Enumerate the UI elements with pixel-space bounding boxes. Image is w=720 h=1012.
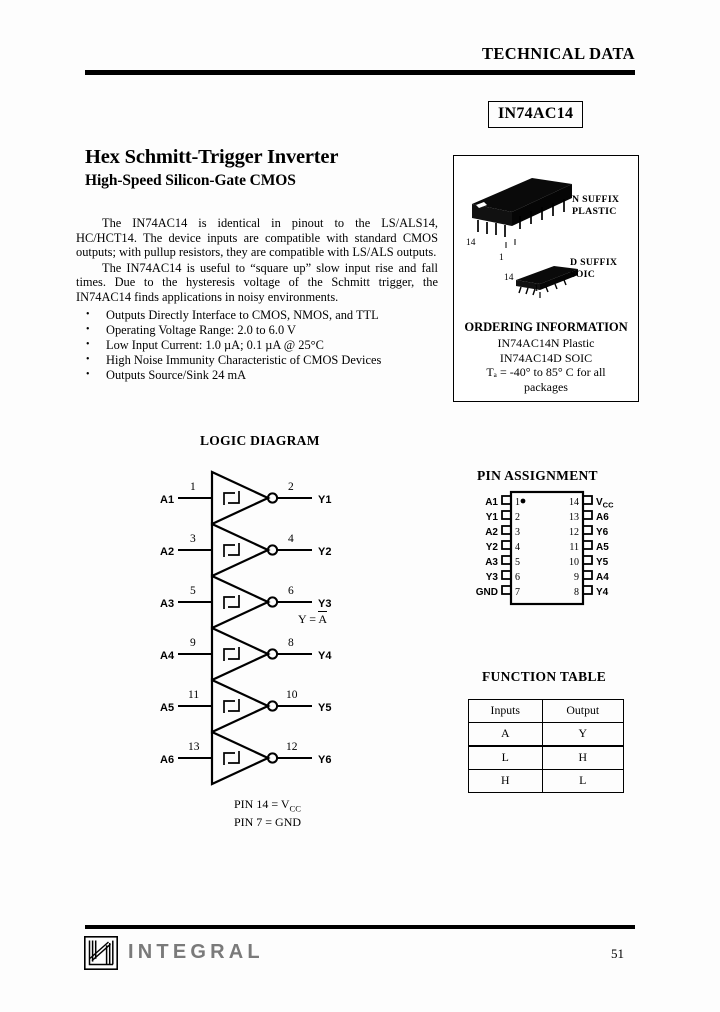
power-pin-note-line1: PIN $14 = V_{CC}$ (233, 797, 302, 814)
table-cell: L (469, 746, 543, 770)
company-name: INTEGRAL (128, 941, 264, 963)
gate-input-label: A6 (160, 754, 175, 766)
ordering-information-box (453, 155, 639, 402)
description-paragraph-2: The IN74AC14 is useful to “square up” slow input rise and fall times. Due to the hysteresis voltage of the Schmitt trigger, the IN74AC14 finds applications in noisy environments. (76, 260, 438, 304)
pin-label: A5 (596, 542, 609, 553)
logic-equation: Y = A (298, 612, 328, 626)
inverter-gate-3 (178, 576, 312, 628)
ordering-information-lines (454, 336, 638, 394)
gate-output-label: Y5 (318, 702, 332, 714)
table-subheader-cell: Y (542, 723, 623, 747)
pin-number: 11 (569, 542, 579, 553)
description-paragraph-1: The IN74AC14 is identical in pinout to the LS/ALS14, HC/HCT14. The device inputs are compatible with standard CMOS outputs; with pullup resistors, they are compatible with LS/ALS outputs. (76, 216, 438, 260)
gate-output-label: Y1 (318, 494, 332, 506)
table-header-cell: Output (542, 700, 623, 723)
list-item: • Low Input Current: 1.0 µA; 0.1 µA @ 25°C (76, 338, 438, 353)
gate-output-label: Y2 (318, 546, 332, 558)
gate-input-label: A1 (160, 494, 175, 506)
gate-output-pin: 2 (288, 481, 294, 493)
table-row (469, 746, 624, 770)
dip-suffix-label: N SUFFIX PLASTIC (572, 194, 620, 217)
page-subtitle: High-Speed Silicon-Gate CMOS (85, 172, 296, 189)
soic-package-icon (516, 266, 578, 298)
pin-number: 3 (515, 527, 520, 538)
gate-output-label: Y6 (318, 754, 332, 766)
gate-input-pin: 3 (190, 533, 196, 545)
inverter-gate-4 (178, 628, 312, 680)
power-pin-note (205, 797, 330, 829)
description-column (76, 216, 438, 384)
pin-number: 1 (515, 497, 520, 508)
gate-output-label: Y3 (318, 598, 332, 610)
ordering-information-title: ORDERING INFORMATION (464, 320, 628, 334)
pin-label: Y1 (485, 512, 498, 523)
pin1-marker (521, 499, 526, 504)
pin-number: 14 (569, 497, 579, 508)
inverter-gate-2 (178, 524, 312, 576)
pin-label: A2 (485, 527, 498, 538)
pin-label-vcc: $V_{CC}$ (596, 497, 614, 510)
function-table-title: FUNCTION TABLE (482, 669, 607, 684)
logic-diagram-title: LOGIC DIAGRAM (200, 433, 320, 448)
logic-equation-overline: A (318, 612, 328, 626)
list-item: • High Noise Immunity Characteristic of CMOS Devices (76, 353, 438, 368)
gate-input-pin: 11 (188, 689, 200, 701)
inverter-gate-1 (178, 472, 312, 524)
list-item: • Outputs Source/Sink 24 mA (76, 368, 438, 383)
ordering-line: packages (524, 379, 568, 394)
dip-pin14-label: 14 (466, 238, 476, 248)
inverter-gate-5 (178, 680, 312, 732)
pin-label: A6 (596, 512, 609, 523)
page-number: 51 (611, 946, 624, 961)
gate-input-label: A3 (160, 598, 175, 610)
pin-label: A4 (596, 572, 609, 583)
pin-number: 5 (515, 557, 520, 568)
pin-label: GND (475, 587, 498, 598)
package-drawings (454, 156, 638, 316)
gate-output-pin: 6 (288, 585, 294, 597)
logic-diagram (150, 470, 390, 800)
gate-output-pin: 10 (286, 689, 298, 701)
page-title: Hex Schmitt-Trigger Inverter (85, 146, 339, 168)
dip-pin1-label: 1 (499, 253, 504, 263)
footer-rule (85, 925, 635, 929)
pin-label: Y6 (596, 527, 609, 538)
pin-number: 7 (515, 587, 520, 598)
gate-input-label: A4 (160, 650, 175, 662)
pin-number: 6 (515, 572, 520, 583)
ordering-line: Tₐ = -40° to 85° C for all (486, 365, 606, 380)
dip-package-icon (472, 178, 572, 248)
technical-data-header: TECHNICAL DATA (481, 44, 635, 63)
list-item: • Outputs Directly Interface to CMOS, NMOS, and TTL (76, 308, 438, 323)
part-number-box: IN74AC14 (488, 101, 583, 128)
gate-input-pin: 13 (188, 741, 200, 753)
pin-number: 4 (515, 542, 520, 553)
table-cell: H (542, 746, 623, 770)
gate-output-pin: 4 (288, 533, 294, 545)
table-cell: H (469, 770, 543, 793)
table-row (469, 770, 624, 793)
table-header-cell: Inputs (469, 700, 543, 723)
pin-number: 13 (569, 512, 579, 523)
pin-label: Y4 (596, 587, 609, 598)
table-subheader-cell: A (469, 723, 543, 747)
table-row (469, 700, 624, 723)
power-pin-note-line2: PIN 7 = GND (233, 815, 302, 830)
list-item: • Operating Voltage Range: 2.0 to 6.0 V (76, 323, 438, 338)
integral-logo-icon (84, 936, 118, 970)
soic-pin14-label: 14 (504, 273, 514, 283)
pin-label: A3 (485, 557, 498, 568)
pin-number: 2 (515, 512, 520, 523)
pin-label: Y5 (596, 557, 609, 568)
pin-number: 8 (574, 587, 579, 598)
soic-pin1-label: 1 (534, 284, 539, 294)
feature-list (76, 308, 438, 384)
pin-number: 9 (574, 572, 579, 583)
gate-input-pin: 9 (190, 637, 196, 649)
table-cell: L (542, 770, 623, 793)
gate-input-pin: 5 (190, 585, 196, 597)
pin-label: Y3 (485, 572, 498, 583)
pin-assignment-diagram (466, 488, 631, 608)
gate-input-pin: 1 (190, 481, 196, 493)
inverter-gate-6 (178, 732, 312, 784)
pin-label: Y2 (485, 542, 498, 553)
ordering-line: IN74AC14N Plastic (497, 336, 595, 350)
pin-label: A1 (485, 497, 498, 508)
pin-assignment-title: PIN ASSIGNMENT (477, 468, 598, 483)
gate-output-pin: 12 (286, 741, 298, 753)
gate-input-label: A5 (160, 702, 175, 714)
soic-suffix-label: D SUFFIX SOIC (570, 257, 618, 280)
pin-number: 12 (569, 527, 579, 538)
gate-input-label: A2 (160, 546, 175, 558)
header-rule (85, 70, 635, 75)
gate-output-label: Y4 (318, 650, 332, 662)
ordering-line: IN74AC14D SOIC (499, 350, 593, 365)
gate-output-pin: 8 (288, 637, 294, 649)
pin-number: 10 (569, 557, 579, 568)
function-table (468, 699, 624, 793)
table-row (469, 723, 624, 747)
